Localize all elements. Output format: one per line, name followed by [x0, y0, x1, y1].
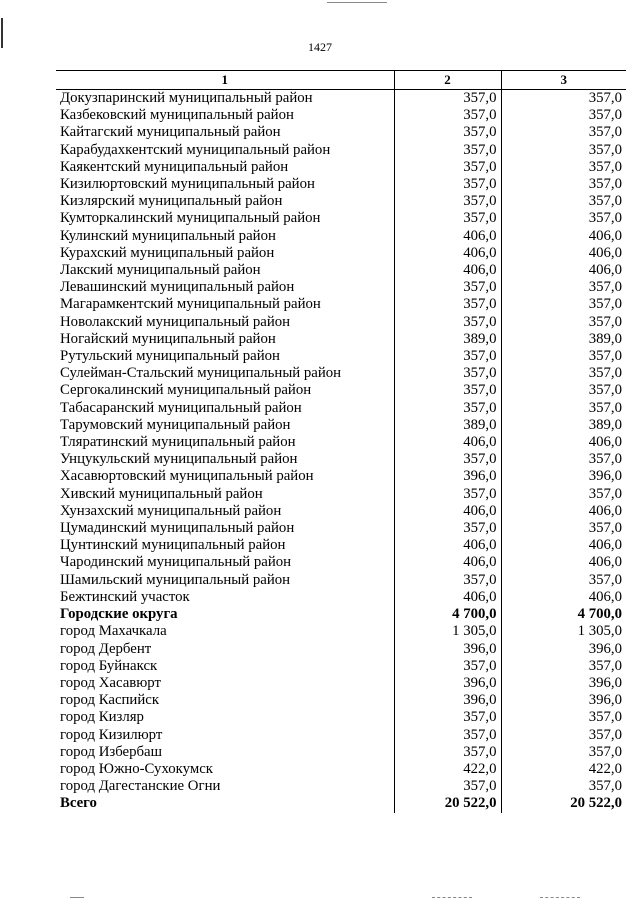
row-value-col2-cell: 406,0 [394, 262, 501, 279]
row-value-col2-cell: 357,0 [394, 159, 501, 176]
row-name-cell: город Кизилюрт [60, 726, 163, 743]
row-value-col2-cell: 406,0 [394, 503, 501, 520]
row-value-col3-cell: 357,0 [501, 348, 626, 365]
row-name-cell: Унцукульский муниципальный район [60, 451, 298, 468]
row-value-col3-cell: 406,0 [501, 554, 626, 571]
row-name-cell: Чародинский муниципальный район [60, 554, 292, 571]
table-row [56, 606, 626, 623]
row-value-col3-cell: 389,0 [501, 331, 626, 348]
row-value-col2-cell: 357,0 [394, 279, 501, 296]
allocation-table [56, 70, 626, 813]
row-value-col2-cell: 406,0 [394, 434, 501, 451]
row-name-cell: Городские округа [60, 606, 178, 623]
table-row [56, 400, 626, 417]
table-row [56, 176, 626, 193]
row-value-col2-cell: 357,0 [394, 778, 501, 795]
row-value-col3-cell: 406,0 [501, 503, 626, 520]
row-value-col2-cell: 357,0 [394, 90, 501, 108]
table-row [56, 623, 626, 640]
row-name-cell: Всего [60, 795, 97, 812]
row-value-col2-cell: 1 305,0 [394, 623, 501, 640]
table-row [56, 142, 626, 159]
row-value-col2-cell: 357,0 [394, 520, 501, 537]
row-name-cell: Кизилюртовский муниципальный район [60, 176, 315, 193]
row-value-col3-cell: 357,0 [501, 90, 626, 108]
row-name-cell: Цунтинский муниципальный район [60, 537, 286, 554]
row-value-col3-cell: 406,0 [501, 537, 626, 554]
row-name-cell: город Дербент [60, 640, 152, 657]
row-value-col2-cell: 357,0 [394, 107, 501, 124]
row-value-col2-cell: 406,0 [394, 589, 501, 606]
row-value-col2-cell: 357,0 [394, 709, 501, 726]
row-value-col3-cell: 357,0 [501, 486, 626, 503]
row-name-cell: Кайтагский муниципальный район [60, 124, 281, 141]
bottom-rule [70, 897, 84, 898]
row-value-col2-cell: 4 700,0 [394, 606, 501, 623]
row-value-col3-cell: 396,0 [501, 675, 626, 692]
row-value-col3-cell: 357,0 [501, 279, 626, 296]
row-value-col2-cell: 357,0 [394, 348, 501, 365]
row-value-col2-cell: 396,0 [394, 641, 501, 658]
row-value-col2-cell: 357,0 [394, 210, 501, 227]
table-row [56, 417, 626, 434]
row-value-col2-cell: 357,0 [394, 400, 501, 417]
row-name-cell: Карабудахкентский муниципальный район [60, 141, 331, 158]
table-row [56, 90, 626, 108]
table-row [56, 709, 626, 726]
column-header-3: 3 [501, 71, 626, 90]
row-name-cell: город Махачкала [60, 623, 167, 640]
table-body [56, 90, 626, 813]
row-value-col2-cell: 396,0 [394, 692, 501, 709]
row-name-cell: Хивский муниципальный район [60, 485, 263, 502]
row-name-cell: город Кизляр [60, 709, 144, 726]
table-row [56, 520, 626, 537]
table-row [56, 124, 626, 141]
row-value-col2-cell: 406,0 [394, 537, 501, 554]
row-name-cell: Бежтинский участок [60, 588, 190, 605]
row-name-cell: Хунзахский муниципальный район [60, 502, 282, 519]
row-name-cell: Казбековский муниципальный район [60, 107, 294, 124]
table-row [56, 468, 626, 485]
row-value-col3-cell: 357,0 [501, 778, 626, 795]
row-name-cell: город Хасавюрт [60, 674, 161, 691]
row-value-col2-cell: 357,0 [394, 296, 501, 313]
row-value-col2-cell: 406,0 [394, 228, 501, 245]
row-value-col3-cell: 357,0 [501, 159, 626, 176]
row-name-cell: Тарумовский муниципальный район [60, 416, 291, 433]
row-name-cell: Тляратинский муниципальный район [60, 434, 296, 451]
table-row [56, 537, 626, 554]
table-row [56, 658, 626, 675]
table-row [56, 795, 626, 812]
row-value-col2-cell: 357,0 [394, 451, 501, 468]
row-value-col3-cell: 357,0 [501, 400, 626, 417]
row-name-cell: Лакский муниципальный район [60, 262, 261, 279]
table-row [56, 296, 626, 313]
row-name-cell: Сулейман-Стальский муниципальный район [60, 365, 342, 382]
row-value-col2-cell: 406,0 [394, 554, 501, 571]
table-row [56, 193, 626, 210]
table-row [56, 434, 626, 451]
page-number: 1427 [308, 40, 332, 54]
row-name-cell: город Дагестанские Огни [60, 778, 221, 795]
row-name-cell: город Южно-Сухокумск [60, 760, 213, 777]
row-value-col3-cell: 396,0 [501, 468, 626, 485]
table-row [56, 382, 626, 399]
row-value-col3-cell: 406,0 [501, 228, 626, 245]
row-value-col3-cell: 422,0 [501, 761, 626, 778]
row-name-cell: Магарамкентский муниципальный район [60, 296, 321, 313]
row-name-cell: Рутульский муниципальный район [60, 348, 280, 365]
row-value-col2-cell: 357,0 [394, 382, 501, 399]
row-value-col2-cell: 357,0 [394, 658, 501, 675]
row-value-col2-cell: 20 522,0 [394, 795, 501, 812]
table-row [56, 159, 626, 176]
row-value-col3-cell: 357,0 [501, 365, 626, 382]
row-value-col3-cell: 357,0 [501, 124, 626, 141]
row-name-cell: Кизлярский муниципальный район [60, 193, 283, 210]
row-name-cell: Левашинский муниципальный район [60, 279, 295, 296]
table-row [56, 675, 626, 692]
table-row [56, 245, 626, 262]
row-value-col2-cell: 406,0 [394, 245, 501, 262]
row-value-col3-cell: 357,0 [501, 142, 626, 159]
table-row [56, 727, 626, 744]
row-name-cell: Сергокалинский муниципальный район [60, 382, 312, 399]
row-value-col3-cell: 396,0 [501, 641, 626, 658]
column-header-1: 1 [56, 71, 394, 90]
table-row [56, 262, 626, 279]
row-name-cell: Докузпаринский муниципальный район [60, 90, 313, 106]
row-value-col2-cell: 357,0 [394, 142, 501, 159]
row-name-cell: город Буйнакск [60, 657, 158, 674]
row-value-col2-cell: 357,0 [394, 727, 501, 744]
row-value-col3-cell: 357,0 [501, 709, 626, 726]
table-row [56, 279, 626, 296]
row-value-col2-cell: 357,0 [394, 744, 501, 761]
table-row [56, 486, 626, 503]
bottom-rule [540, 897, 580, 898]
table-row [56, 744, 626, 761]
row-value-col3-cell: 357,0 [501, 314, 626, 331]
row-value-col2-cell: 389,0 [394, 331, 501, 348]
row-name-cell: город Каспийск [60, 692, 160, 709]
row-value-col3-cell: 357,0 [501, 210, 626, 227]
table-row [56, 365, 626, 382]
row-value-col3-cell: 357,0 [501, 520, 626, 537]
row-value-col2-cell: 357,0 [394, 193, 501, 210]
row-value-col3-cell: 357,0 [501, 572, 626, 589]
row-name-cell: Хасавюртовский муниципальный район [60, 468, 314, 485]
row-value-col3-cell: 357,0 [501, 744, 626, 761]
row-value-col3-cell: 389,0 [501, 417, 626, 434]
table-row [56, 761, 626, 778]
row-value-col3-cell: 357,0 [501, 451, 626, 468]
row-value-col3-cell: 406,0 [501, 589, 626, 606]
table-row [56, 107, 626, 124]
row-name-cell: Кумторкалинский муниципальный район [60, 210, 321, 227]
row-value-col3-cell: 357,0 [501, 296, 626, 313]
row-value-col3-cell: 396,0 [501, 692, 626, 709]
table-row [56, 331, 626, 348]
row-value-col3-cell: 1 305,0 [501, 623, 626, 640]
row-value-col2-cell: 389,0 [394, 417, 501, 434]
row-name-cell: Табасаранский муниципальный район [60, 399, 302, 416]
row-value-col3-cell: 406,0 [501, 434, 626, 451]
bottom-rule [432, 897, 472, 898]
row-value-col3-cell: 406,0 [501, 262, 626, 279]
row-name-cell: Кулинский муниципальный район [60, 227, 276, 244]
table-row [56, 554, 626, 571]
row-value-col3-cell: 4 700,0 [501, 606, 626, 623]
row-name-cell: Каякентский муниципальный район [60, 158, 289, 175]
table-row [56, 210, 626, 227]
table-row [56, 503, 626, 520]
table-row [56, 692, 626, 709]
table-row [56, 572, 626, 589]
table-header-row [56, 71, 626, 90]
row-value-col2-cell: 422,0 [394, 761, 501, 778]
table-row [56, 641, 626, 658]
row-value-col2-cell: 357,0 [394, 486, 501, 503]
row-value-col2-cell: 357,0 [394, 314, 501, 331]
table-row [56, 589, 626, 606]
row-value-col2-cell: 357,0 [394, 572, 501, 589]
row-value-col2-cell: 357,0 [394, 365, 501, 382]
row-name-cell: город Избербаш [60, 743, 163, 760]
row-value-col3-cell: 357,0 [501, 727, 626, 744]
row-value-col3-cell: 357,0 [501, 176, 626, 193]
table-row [56, 314, 626, 331]
table-row [56, 228, 626, 245]
row-value-col3-cell: 357,0 [501, 658, 626, 675]
row-name-cell: Шамильский муниципальный район [60, 571, 291, 588]
table-row [56, 778, 626, 795]
row-value-col3-cell: 406,0 [501, 245, 626, 262]
row-value-col2-cell: 357,0 [394, 124, 501, 141]
row-name-cell: Новолакский муниципальный район [60, 313, 291, 330]
row-name-cell: Ногайский муниципальный район [60, 330, 276, 347]
row-value-col3-cell: 357,0 [501, 382, 626, 399]
table-row [56, 451, 626, 468]
column-header-2: 2 [394, 71, 501, 90]
top-rule [327, 2, 387, 3]
row-name-cell: Курахский муниципальный район [60, 244, 275, 261]
row-value-col3-cell: 357,0 [501, 107, 626, 124]
row-value-col3-cell: 20 522,0 [501, 795, 626, 812]
table-row [56, 348, 626, 365]
row-value-col2-cell: 396,0 [394, 468, 501, 485]
row-name-cell: Цумадинский муниципальный район [60, 520, 295, 537]
row-value-col2-cell: 357,0 [394, 176, 501, 193]
row-value-col3-cell: 357,0 [501, 193, 626, 210]
row-value-col2-cell: 396,0 [394, 675, 501, 692]
